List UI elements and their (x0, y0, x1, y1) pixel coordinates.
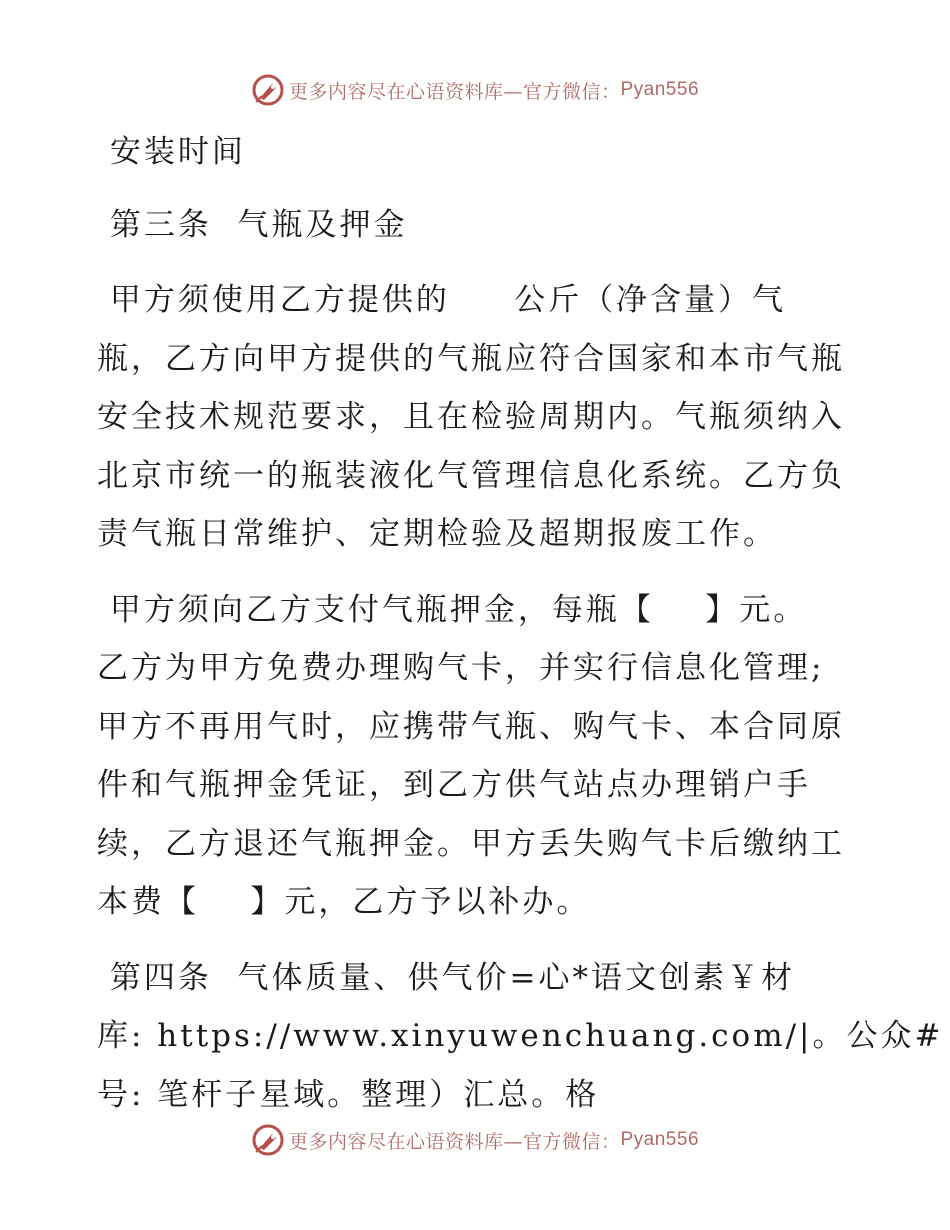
text-line: 本费【 】元，乙方予以补办。 (97, 884, 591, 920)
text-line: 责气瓶日常维护、定期检验及超期报废工作。 (97, 516, 777, 552)
text-line: 瓶，乙方向甲方提供的气瓶应符合国家和本市气瓶 (97, 340, 845, 377)
text-line: 号: 笔杆子星域。整理）汇总。格 (97, 1076, 600, 1113)
header-watermark (0, 70, 950, 110)
text-line: 安全技术规范要求，且在检验周期内。气瓶须纳入 (97, 399, 845, 435)
section-heading: 第三条 气瓶及押金 (97, 206, 408, 243)
section-heading: 第四条 气体质量、供气价=心*语文创素￥材 (97, 959, 796, 996)
text-line: 乙方为甲方免费办理购气卡，并实行信息化管理; (97, 650, 825, 686)
watermark-text: 更多内容尽在心语资料库—官方微信： (288, 1130, 621, 1153)
text-line: 件和气瓶押金凭证，到乙方供气站点办理销户手 (97, 767, 811, 803)
text-line: 甲方须向乙方支付气瓶押金，每瓶【 】元。 (97, 591, 808, 628)
text-line: 甲方须使用乙方提供的 公斤（净含量）气 (97, 282, 787, 318)
text-line: 续，乙方退还气瓶押金。甲方丢失购气卡后缴纳工 (97, 825, 845, 862)
pen-nib-logo-icon (251, 73, 285, 107)
text-line: 安装时间 (97, 134, 246, 170)
watermark-id: Pyan556 (620, 1129, 700, 1150)
text-line: 库: https://www.xinyuwenchuang.com/|。公众# (97, 1018, 944, 1054)
watermark-text: 更多内容尽在心语资料库—官方微信： (288, 80, 621, 103)
pen-nib-logo-icon (251, 1123, 285, 1157)
text-line: 北京市统一的瓶装液化气管理信息化系统。乙方负 (97, 457, 845, 494)
text-line: 甲方不再用气时，应携带气瓶、购气卡、本合同原 (97, 708, 845, 745)
document-body (97, 123, 944, 1124)
footer-watermark (0, 1120, 950, 1160)
watermark-id: Pyan556 (620, 79, 700, 100)
